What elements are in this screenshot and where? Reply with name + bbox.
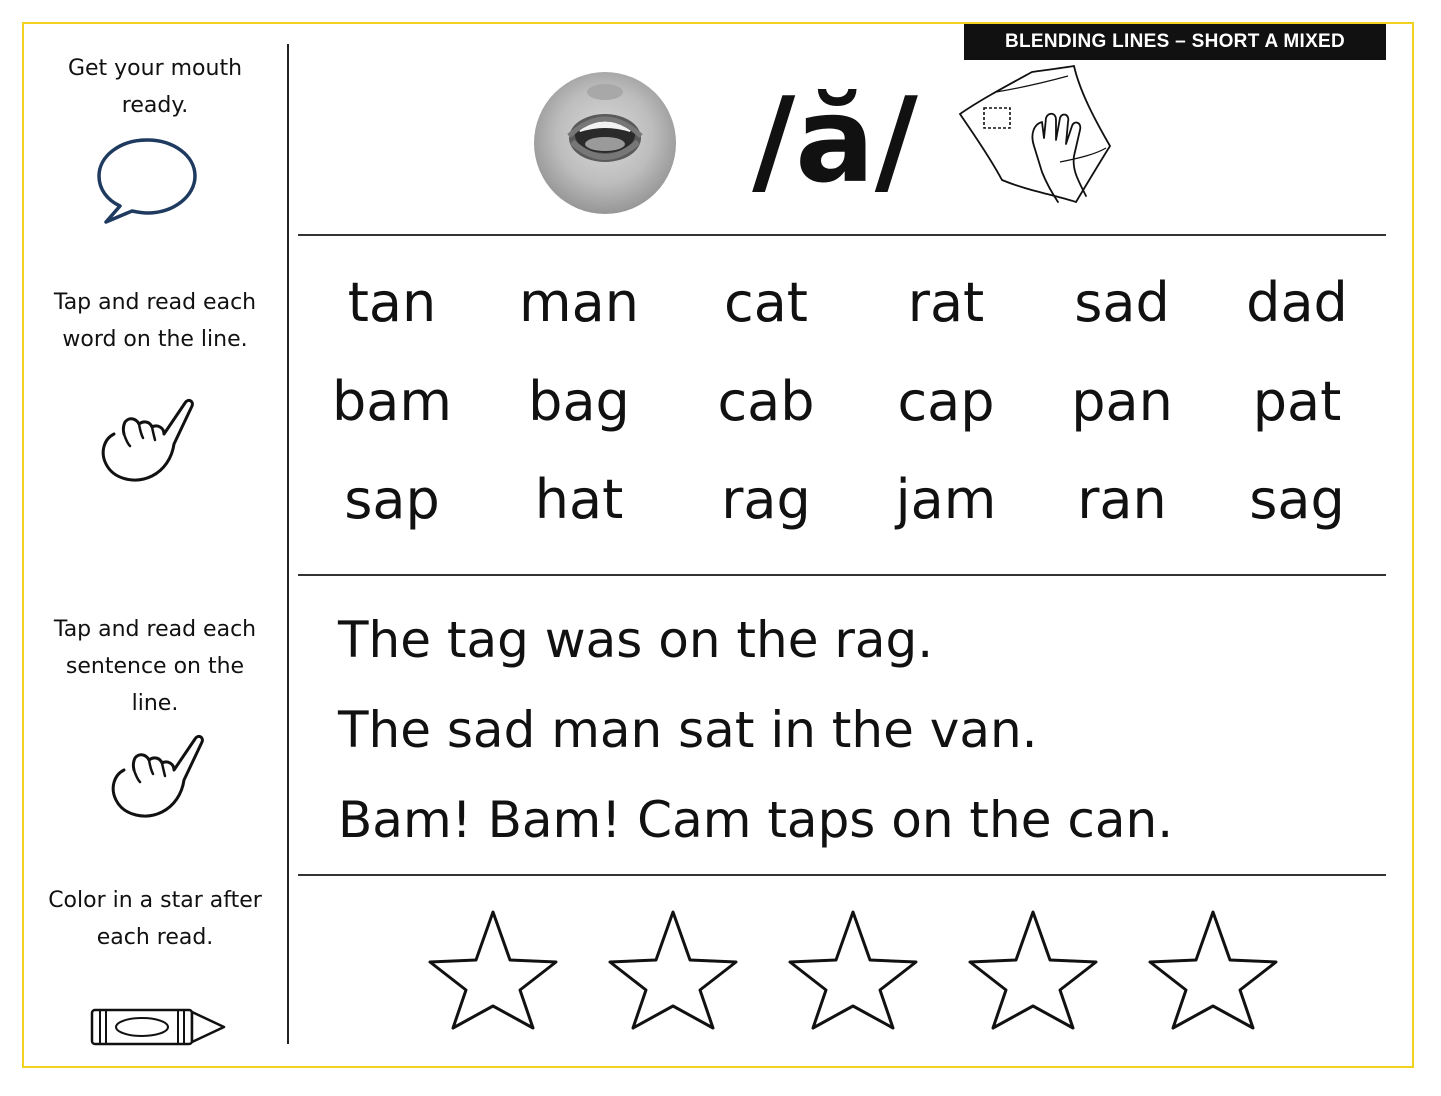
word-item[interactable]: rag	[721, 468, 811, 531]
speech-bubble-icon	[92, 132, 202, 228]
word-item[interactable]: sag	[1249, 468, 1345, 531]
star-icon[interactable]	[606, 908, 740, 1032]
cloth-wipe-icon	[950, 62, 1120, 212]
word-item[interactable]: bag	[528, 370, 630, 433]
word-item[interactable]: cab	[717, 370, 815, 433]
star-icon[interactable]	[786, 908, 920, 1032]
word-item[interactable]: man	[519, 271, 639, 334]
word-item[interactable]: ran	[1077, 468, 1167, 531]
phoneme-symbol: /ă/	[752, 71, 918, 209]
sentence-line[interactable]: The tag was on the rag.	[338, 611, 934, 669]
word-item[interactable]: hat	[534, 468, 624, 531]
mouth-photo	[534, 72, 676, 214]
word-item[interactable]: jam	[895, 468, 997, 531]
instruction-mouth-ready: Get your mouth ready.	[67, 56, 243, 118]
crayon-icon	[88, 1006, 228, 1048]
star-icon[interactable]	[1146, 908, 1280, 1032]
sentence-line[interactable]: Bam! Bam! Cam taps on the can.	[338, 791, 1174, 849]
word-item[interactable]: dad	[1246, 271, 1348, 334]
tapping-hand-icon	[104, 730, 208, 822]
word-item[interactable]: cat	[724, 271, 808, 334]
word-item[interactable]: tan	[347, 271, 437, 334]
word-item[interactable]: pan	[1071, 370, 1173, 433]
divider-sentences	[298, 874, 1386, 876]
title-banner: BLENDING LINES – SHORT A MIXED	[964, 24, 1386, 60]
sentence-line[interactable]: The sad man sat in the van.	[338, 701, 1038, 759]
instruction-read-sentences: Tap and read each sentence on the line.	[53, 617, 257, 716]
instruction-read-words: Tap and read each word on the line.	[53, 290, 257, 352]
divider-header	[298, 234, 1386, 236]
star-icon[interactable]	[966, 908, 1100, 1032]
word-item[interactable]: bam	[332, 370, 452, 433]
divider-words	[298, 574, 1386, 576]
tapping-hand-icon	[94, 394, 198, 486]
word-item[interactable]: pat	[1252, 370, 1342, 433]
word-item[interactable]: rat	[907, 271, 985, 334]
word-item[interactable]: sap	[344, 468, 440, 531]
word-item[interactable]: sad	[1074, 271, 1170, 334]
word-item[interactable]: cap	[897, 370, 995, 433]
star-icon[interactable]	[426, 908, 560, 1032]
sidebar-divider	[287, 44, 289, 1044]
instruction-color-star: Color in a star after each read.	[48, 888, 262, 950]
